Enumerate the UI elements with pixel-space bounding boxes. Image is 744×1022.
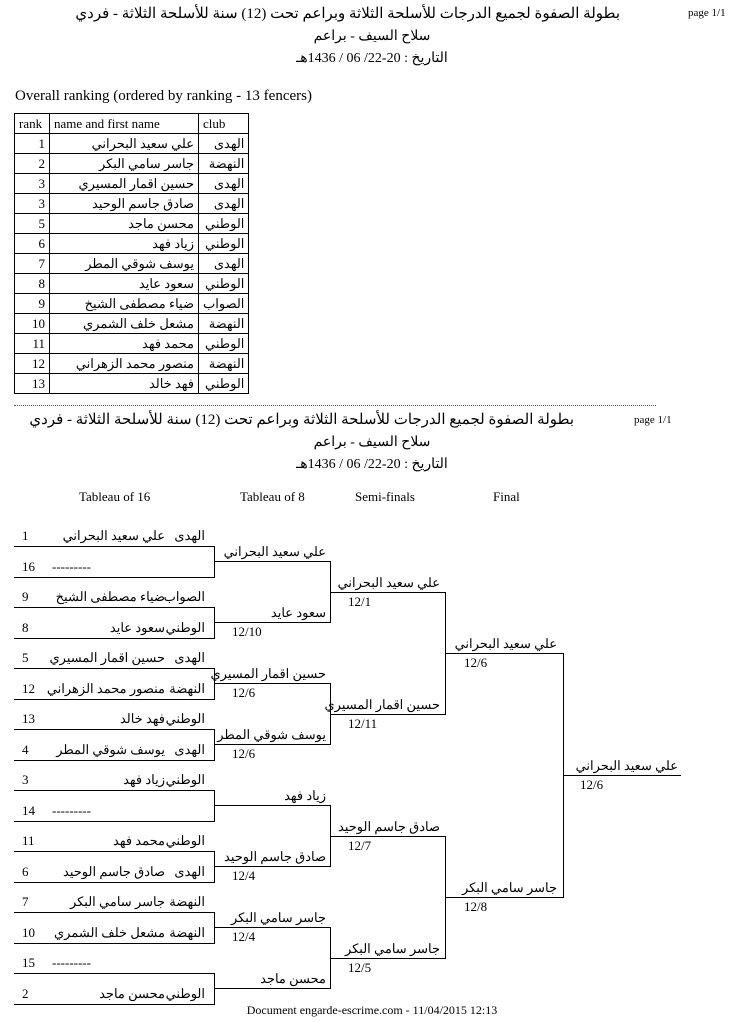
t16-name: مشعل خلف الشمري [53,925,165,940]
t16-bracket-joint [214,607,215,639]
col-name-header: name and first name [50,114,199,134]
semi-slot-line [330,958,445,959]
t16-bye: --------- [52,955,91,970]
ranking-row [15,294,249,314]
t16-seed: 3 [22,772,29,787]
ranking-rank: 3 [15,174,50,194]
page1-page-label: page 1/1 [688,7,726,19]
t16-seed: 2 [22,986,29,1001]
semi-slot-line [330,592,445,593]
ranking-rank: 12 [15,354,50,374]
t16-seed: 11 [22,833,35,848]
ranking-rank: 13 [15,374,50,394]
page2-date: التاريخ : 20-22/ 06 / 1436هـ [296,457,448,472]
round-header-t16: Tableau of 16 [79,489,151,504]
t16-name: حسين اقمار المسيري [49,650,165,665]
t8-score: 12/4 [232,929,256,944]
ranking-row [15,314,249,334]
ranking-name: سعود عايد [50,274,199,294]
t16-name: محمد فهد [113,833,165,848]
t16-club: الهدى [174,650,205,665]
ranking-club: الوطني [199,274,249,294]
t8-name: زياد فهد [284,788,326,803]
t8-slot-line [214,866,330,867]
t16-seed: 13 [22,711,35,726]
final-slot-line [445,653,563,654]
ranking-club: النهضة [199,354,249,374]
ranking-club: الوطني [199,334,249,354]
ranking-name: فهد خالد [50,374,199,394]
final-score: 12/6 [464,655,488,670]
t16-name: ضياء مصطفى الشيخ [55,589,165,604]
ranking-rank: 7 [15,254,50,274]
final-name: جاسر سامي البكر [461,880,557,895]
ranking-name: حسين اقمار المسيري [50,174,199,194]
page1-subtitle: سلاح السيف - براعم [313,29,431,44]
ranking-name: يوسف شوقي المطر [50,254,199,274]
winner-name: علي سعيد البحراني [575,758,678,773]
ranking-row [15,354,249,374]
t16-slot-line [14,760,214,761]
t16-bracket-joint [214,973,215,1005]
t16-slot-line [14,912,214,913]
t16-bracket-joint [214,790,215,822]
winner-slot-line [563,775,681,776]
ranking-name: زياد فهد [50,234,199,254]
t16-name: سعود عايد [109,620,165,635]
ranking-row [15,234,249,254]
t16-club: الوطني [165,711,205,726]
t16-bracket-joint [214,912,215,944]
t16-name: محسن ماجد [99,986,165,1001]
t8-slot-line [214,622,330,623]
t8-name: جاسر سامي البكر [230,910,326,925]
ranking-name: علي سعيد البحراني [50,134,199,154]
t16-club: الوطني [165,620,205,635]
ranking-name: محسن ماجد [50,214,199,234]
ranking-club: الهدى [199,194,249,214]
t8-slot-line [214,805,330,806]
t16-seed: 12 [22,681,35,696]
t8-slot-line [214,988,330,989]
ranking-club: النهضة [199,154,249,174]
t16-bracket-joint [214,729,215,761]
ranking-rank: 10 [15,314,50,334]
ranking-row [15,334,249,354]
t8-name: علي سعيد البحراني [223,544,326,559]
ranking-row [15,194,249,214]
t16-slot-line [14,577,214,578]
t16-club: الهدى [174,528,205,543]
col-rank-header: rank [15,114,50,134]
t8-slot-line [214,683,330,684]
ranking-name: صادق جاسم الوحيد [50,194,199,214]
semi-name: علي سعيد البحراني [337,575,440,590]
ranking-name: ضياء مصطفى الشيخ [50,294,199,314]
ranking-rank: 1 [15,134,50,154]
final-score: 12/8 [464,899,488,914]
t16-seed: 10 [22,925,35,940]
ranking-heading: Overall ranking (ordered by ranking - 13 fencers) [15,88,312,104]
final-slot-line [445,897,563,898]
ranking-row [15,254,249,274]
ranking-rank: 9 [15,294,50,314]
t16-club: النهضة [169,681,205,696]
winner-score: 12/6 [580,777,604,792]
t16-slot-line [14,973,214,974]
semi-score: 12/7 [348,838,372,853]
t8-name: يوسف شوقي المطر [217,727,326,742]
ranking-club: الوطني [199,374,249,394]
t16-club: الصواب [163,589,205,604]
t16-name: صادق جاسم الوحيد [63,864,165,879]
semi-name: حسين اقمار المسيري [324,697,440,712]
ranking-rank: 11 [15,334,50,354]
ranking-name: منصور محمد الزهراني [50,354,199,374]
ranking-row [15,274,249,294]
round-header-final: Final [493,489,520,504]
ranking-club: الوطني [199,234,249,254]
t8-score: 12/6 [232,746,256,761]
t16-club: الهدى [174,864,205,879]
semi-name: صادق جاسم الوحيد [338,819,440,834]
t16-bye: --------- [52,559,91,574]
t16-seed: 9 [22,589,29,604]
footer: Document engarde-escrime.com - 11/04/2015 12:13 [246,1003,498,1017]
ranking-club: الهدى [199,134,249,154]
t8-name: حسين اقمار المسيري [210,666,326,681]
t8-score: 12/4 [232,868,256,883]
t16-seed: 1 [22,528,29,543]
ranking-name: محمد فهد [50,334,199,354]
semi-score: 12/1 [348,594,372,609]
t16-seed: 16 [22,559,35,574]
t16-club: الوطني [165,772,205,787]
t16-seed: 5 [22,650,29,665]
t16-seed: 15 [22,955,35,970]
t8-name: محسن ماجد [260,971,326,986]
t16-slot-line [14,638,214,639]
ranking-row [15,134,249,154]
page1-date: التاريخ : 20-22/ 06 / 1436هـ [296,51,448,66]
ranking-rank: 5 [15,214,50,234]
t16-club: الوطني [165,833,205,848]
page-separator [14,405,656,406]
t16-seed: 4 [22,742,29,757]
ranking-body [15,134,249,394]
t16-slot-line [14,729,214,730]
round-header-t8: Tableau of 8 [240,489,305,504]
t16-club: النهضة [169,894,205,909]
t8-slot-line [214,561,330,562]
t16-seed: 7 [22,894,29,909]
t8-score: 12/6 [232,685,256,700]
t16-slot-line [14,821,214,822]
ranking-name: جاسر سامي البكر [50,154,199,174]
semi-slot-line [330,714,445,715]
ranking-row [15,154,249,174]
t16-slot-line [14,699,214,700]
ranking-row [15,374,249,394]
page1-title: بطولة الصفوة لجميع الدرجات للأسلحة الثلاثة وبراعم تحت (12) سنة للأسلحة الثلاثة - فردي [75,6,620,22]
semi-score: 12/5 [348,960,372,975]
t16-slot-line [14,668,214,669]
t16-club: النهضة [169,925,205,940]
t16-seed: 14 [22,803,35,818]
t16-name: يوسف شوقي المطر [56,742,165,757]
ranking-club: الهدى [199,254,249,274]
t16-slot-line [14,790,214,791]
ranking-name: مشعل خلف الشمري [50,314,199,334]
ranking-table [14,113,249,394]
ranking-rank: 3 [15,194,50,214]
semi-slot-line [330,836,445,837]
semi-score: 12/11 [348,716,378,731]
final-name: علي سعيد البحراني [454,636,557,651]
t16-slot-line [14,607,214,608]
ranking-rank: 2 [15,154,50,174]
t16-slot-line [14,882,214,883]
t8-slot-line [214,927,330,928]
ranking-club: الهدى [199,174,249,194]
t16-club: الهدى [174,742,205,757]
t16-slot-line [14,943,214,944]
t8-slot-line [214,744,330,745]
col-club-header: club [199,114,249,134]
t8-name: صادق جاسم الوحيد [224,849,326,864]
t16-name: زياد فهد [123,772,165,787]
t16-name: علي سعيد البحراني [62,528,165,543]
t16-bye: --------- [52,803,91,818]
t16-seed: 6 [22,864,29,879]
ranking-row [15,214,249,234]
ranking-rank: 6 [15,234,50,254]
page2-page-label: page 1/1 [634,414,672,426]
t16-slot-line [14,546,214,547]
page2-subtitle: سلاح السيف - براعم [313,435,431,450]
t16-bracket-joint [214,546,215,578]
t16-slot-line [14,851,214,852]
page2-title: بطولة الصفوة لجميع الدرجات للأسلحة الثلاثة وبراعم تحت (12) سنة للأسلحة الثلاثة - فردي [29,412,574,428]
t8-name: سعود عايد [270,605,326,620]
semi-name: جاسر سامي البكر [344,941,440,956]
t8-score: 12/10 [232,624,262,639]
ranking-rank: 8 [15,274,50,294]
t16-club: الوطني [165,986,205,1001]
round-header-semis: Semi-finals [355,489,415,504]
t16-name: جاسر سامي البكر [69,894,165,909]
t16-name: فهد خالد [119,711,165,726]
ranking-row [15,174,249,194]
t16-name: منصور محمد الزهراني [46,681,165,696]
ranking-club: الوطني [199,214,249,234]
t16-bracket-joint [214,851,215,883]
ranking-club: الصواب [199,294,249,314]
t16-seed: 8 [22,620,29,635]
ranking-club: النهضة [199,314,249,334]
